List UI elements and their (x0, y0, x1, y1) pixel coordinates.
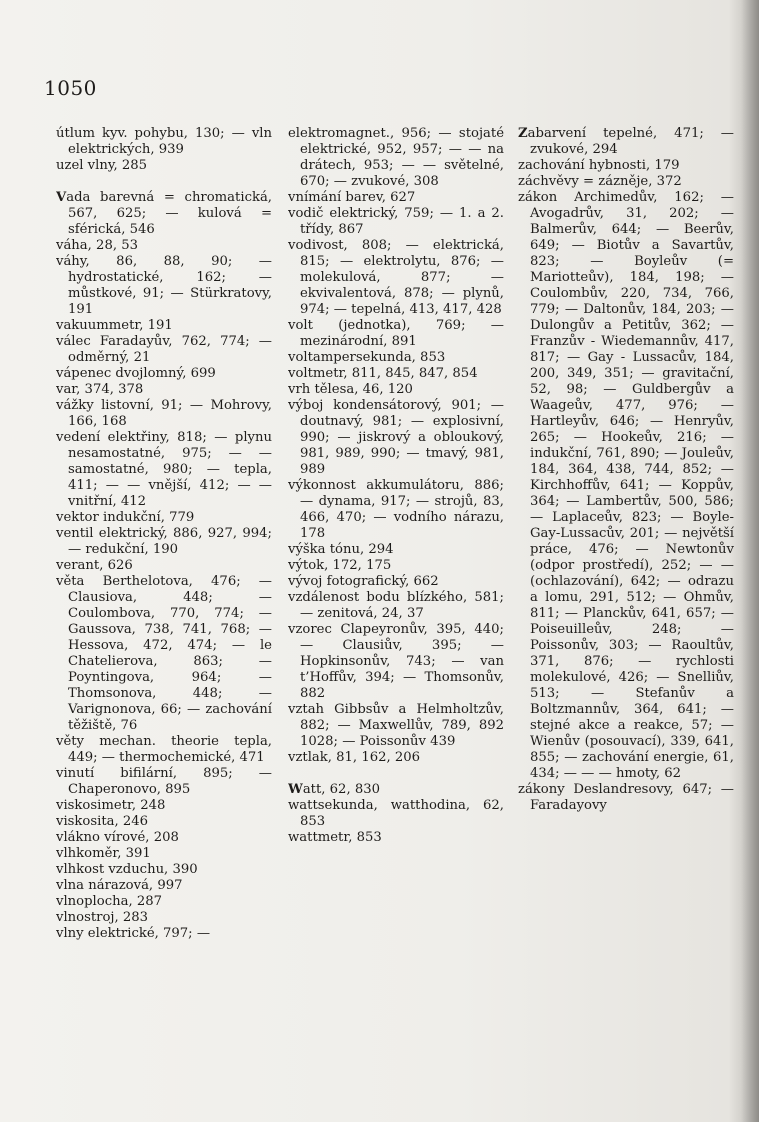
index-entry-text: abarvení tepelné, 471; — zvukové, 294 (527, 126, 734, 157)
index-entry (56, 862, 272, 878)
index-entry-text: vzorec Clapeyronův, 395, 440; — Clausiův, 395; — Hopkinsonův, 743; — van t’Hoffův, 394; — Thomsonův, 882 (288, 622, 504, 701)
index-entry (56, 398, 272, 430)
index-entry (56, 830, 272, 846)
index-entry-text: vlny elektrické, 797; — (56, 926, 211, 941)
index-entry-text: verant, 626 (56, 558, 133, 573)
index-entry (56, 846, 272, 862)
index-entry (288, 558, 504, 574)
index-entry (56, 254, 272, 318)
index-entry-text: výkonnost akkumulátoru, 886; — dynama, 917; — strojů, 83, 466, 470; — vodního nárazu, 178 (288, 478, 504, 541)
index-column-2 (288, 126, 504, 1116)
index-entry (56, 382, 272, 398)
index-entry-text: váha, 28, 53 (56, 238, 138, 253)
index-entry (518, 190, 734, 782)
index-entry (288, 350, 504, 366)
index-entry (288, 830, 504, 846)
index-entry-text: vodič elektrický, 759; — 1. a 2. třídy, 867 (288, 206, 504, 237)
index-entry-initial: W (288, 782, 303, 797)
index-entry-text: vnímání barev, 627 (288, 190, 416, 205)
index-entry (288, 238, 504, 318)
index-entry (288, 126, 504, 190)
index-entry-text: vztlak, 81, 162, 206 (288, 750, 421, 765)
index-entry-text: výška tónu, 294 (288, 542, 394, 557)
index-column-3 (518, 126, 734, 1116)
index-entry-text: viskosita, 246 (56, 814, 149, 829)
index-entry-text: vývoj fotografický, 662 (288, 574, 439, 589)
index-entry-text: vlnostroj, 283 (56, 910, 149, 925)
index-entry (56, 334, 272, 366)
index-entry (288, 702, 504, 750)
index-entry (518, 158, 734, 174)
index-entry-text: voltampersekunda, 853 (288, 350, 446, 365)
index-entry-text: vodivost, 808; — elektrická, 815; — elektrolytu, 876; — molekulová, 877; — ekvivalentová, 878; — plynů, 974; — tepelná, 413, 417, 428 (288, 238, 504, 317)
index-entry-text: vlnoplocha, 287 (56, 894, 162, 909)
index-entry-text: zákony Deslandresovy, 647; — Faradayovy (518, 782, 734, 813)
index-entry (288, 782, 504, 798)
index-entry (518, 174, 734, 190)
index-entry (56, 766, 272, 798)
index-entry (288, 542, 504, 558)
index-entry-text: wattsekunda, watthodina, 62, 853 (288, 798, 504, 829)
index-entry (56, 190, 272, 238)
index-column-1 (56, 126, 272, 1116)
index-entry-text: zákon Archimedův, 162; — Avogadrův, 31, 202; — Balmerův, 644; — Beerův, 649; — Biotův a Savartův, 823; — Boyleův (= Mariotteův), 184, 198; — Coulombův, 220, 734, 766, 779; — Daltonův, 184, 203; — Dulongův a Petitův, 362; — Franzův - Wiedemannův, 417, 817; — Gay - Lussacův, 184, 200, 349, 351; — gravitační, 52, 98; — Guldbergův a Waageův, 477, 976; — Hartleyův, 646; — Henryův, 265; — Hookeův, 216; — indukční, 761, 890; — Jouleův, 184, 364, 438, 744, 852; — Kirchhoffův, 641; — Koppův, 364; — Lambertův, 500, 586; — Laplaceův, 823; — Boyle-Gay-Lussacův, 201; — největší práce, 476; — Newtonův (odpor prostředí), 252; — — (ochlazování), 642; — odrazu a lomu, 291, 512; — Ohmův, 811; — Planckův, 641, 657; — Poiseuilleův, 248; — Poissonův, 303; — Raoultův, 371, 876; — rychlosti molekulové, 426; — Snelliův, 513; — Stefanův a Boltzmannův, 364, 641; — stejné akce a reakce, 57; — Wienův (posouvací), 339, 641, 855; — zachování energie, 61, 434; — — — hmoty, 62 (518, 190, 734, 781)
index-entry (56, 238, 272, 254)
index-entry-initial: Z (518, 126, 528, 141)
index-entry (288, 798, 504, 830)
index-entry-text: zachování hybnosti, 179 (518, 158, 680, 173)
index-entry-text: voltmetr, 811, 845, 847, 854 (288, 366, 478, 381)
index-entry-text: uzel vlny, 285 (56, 158, 148, 173)
index-entry-text: vlna nárazová, 997 (56, 878, 183, 893)
index-entry-text: att, 62, 830 (302, 782, 380, 797)
index-entry (518, 782, 734, 814)
index-entry (56, 430, 272, 510)
index-entry-text: váhy, 86, 88, 90; — hydrostatické, 162; — můstkové, 91; — Stürkratovy, 191 (56, 254, 272, 317)
index-entry-text: vztah Gibbsův a Helmholtzův, 882; — Maxwellův, 789, 892 1028; — Poissonův 439 (288, 702, 504, 749)
index-entry (288, 366, 504, 382)
index-entry (56, 894, 272, 910)
index-entry (56, 366, 272, 382)
index-entry (288, 478, 504, 542)
index-entry-text: wattmetr, 853 (288, 830, 382, 845)
index-entry-text: vlhkost vzduchu, 390 (56, 862, 198, 877)
index-entry-text: viskosimetr, 248 (56, 798, 166, 813)
index-entry-text: válec Faradayův, 762, 774; — odměrný, 21 (56, 334, 272, 365)
index-entry (56, 910, 272, 926)
index-entry (56, 158, 272, 174)
index-entry (518, 126, 734, 158)
index-entry-text: var, 374, 378 (56, 382, 144, 397)
page-number: 1050 (44, 76, 97, 100)
index-entry-text: volt (jednotka), 769; — mezinárodní, 891 (288, 318, 504, 349)
index-entry (288, 590, 504, 622)
index-entry (288, 750, 504, 766)
index-entry (56, 574, 272, 734)
index-entry-text: vektor indukční, 779 (56, 510, 195, 525)
index-entry-text: věty mechan. theorie tepla, 449; — thermochemické, 471 (56, 734, 272, 765)
index-entry-text: výtok, 172, 175 (288, 558, 392, 573)
index-entry-text: věta Berthelotova, 476; — Clausiova, 448; — Coulombova, 770, 774; — Gaussova, 738, 741, 768; — Hessova, 472, 474; — le Chatelierova, 863; — Poyntingova, 964; — Thomsonova, 448; — Varignonova, 66; — zachování těžiště, 76 (56, 574, 272, 733)
index-entry (56, 878, 272, 894)
index-entry (56, 526, 272, 558)
index-entry-text: vápenec dvojlomný, 699 (56, 366, 216, 381)
index-entry (288, 206, 504, 238)
index-entry-text: vlákno vírové, 208 (56, 830, 179, 845)
index-entry-text: vinutí bifilární, 895; — Chaperonovo, 895 (56, 766, 272, 797)
index-entry-text: elektromagnet., 956; — stojaté elektrické, 952, 957; — — na drátech, 953; — — světelné, 670; — zvukové, 308 (288, 126, 504, 189)
index-entry (288, 318, 504, 350)
index-entry-text: vážky listovní, 91; — Mohrovy, 166, 168 (56, 398, 272, 429)
index-entry-initial: V (56, 190, 67, 205)
index-entry (56, 510, 272, 526)
index-entry (288, 574, 504, 590)
index-entry-text: ventil elektrický, 886, 927, 994; — redukční, 190 (56, 526, 272, 557)
index-entry (56, 814, 272, 830)
index-entry-text: ada barevná = chromatická, 567, 625; — kulová = sférická, 546 (66, 190, 272, 237)
index-entry-text: útlum kyv. pohybu, 130; — vln elektrických, 939 (56, 126, 272, 157)
index-columns (56, 126, 736, 1116)
index-entry (288, 190, 504, 206)
index-entry (288, 398, 504, 478)
index-entry (56, 558, 272, 574)
index-entry (56, 798, 272, 814)
index-entry (288, 622, 504, 702)
index-entry (56, 318, 272, 334)
index-entry (288, 382, 504, 398)
index-entry-text: výboj kondensátorový, 901; — doutnavý, 981; — explosivní, 990; — jiskrový a obloukový, 981, 989, 990; — tmavý, 981, 989 (288, 398, 504, 477)
page-edge-shadow (741, 0, 759, 1122)
index-entry-text: vedení elektřiny, 818; — plynu nesamostatné, 975; — — samostatné, 980; — tepla, 411; — — vnější, 412; — — vnitřní, 412 (56, 430, 272, 509)
index-entry-text: vrh tělesa, 46, 120 (288, 382, 413, 397)
index-entry-text: vakuummetr, 191 (56, 318, 173, 333)
index-entry (56, 126, 272, 158)
index-entry-text: vzdálenost bodu blízkého, 581; — zenitová, 24, 37 (288, 590, 504, 621)
index-entry-text: záchvěvy = zázněje, 372 (518, 174, 682, 189)
index-entry (56, 926, 272, 942)
index-entry (56, 734, 272, 766)
index-entry-text: vlhkoměr, 391 (56, 846, 151, 861)
